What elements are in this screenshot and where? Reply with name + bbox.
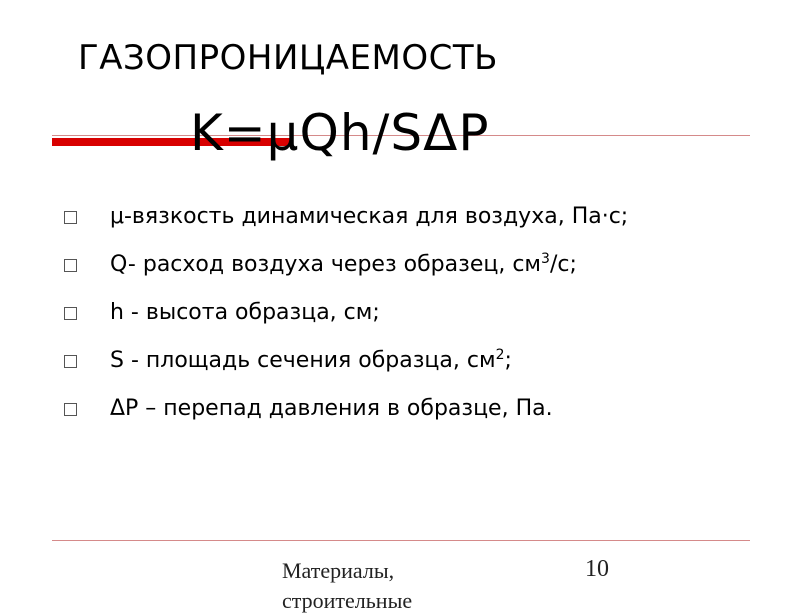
square-bullet-icon [64, 259, 77, 272]
list-item [60, 392, 740, 426]
bullet-text: μ-вязкость динамическая для воздуха, Па·с; [110, 204, 629, 229]
list-item [60, 248, 740, 282]
list-item [60, 344, 740, 378]
square-bullet-icon [64, 211, 77, 224]
bullet-tail: /с; [549, 252, 577, 277]
square-bullet-icon [64, 403, 77, 416]
bullet-text: ΔP – перепад давления в образце, Па. [110, 396, 553, 421]
bullet-text: S - площадь сечения образца, см [110, 348, 496, 373]
bullet-tail: ; [504, 348, 512, 373]
page-number: 10 [585, 556, 609, 582]
bullet-text: Q- расход воздуха через образец, см [110, 252, 542, 277]
bullet-superscript: 2 [495, 347, 505, 363]
formula: K=μQh/SΔP [190, 104, 490, 162]
bullet-text: h - высота образца, см; [110, 300, 380, 325]
list-item [60, 200, 740, 234]
square-bullet-icon [64, 355, 77, 368]
footer-divider [52, 540, 750, 541]
square-bullet-icon [64, 307, 77, 320]
slide-title: ГАЗОПРОНИЦАЕМОСТЬ [78, 38, 498, 78]
list-item [60, 296, 740, 330]
definition-list [60, 200, 740, 440]
footer-text: Материалы, строительные [282, 558, 413, 613]
bullet-superscript: 3 [541, 251, 550, 267]
